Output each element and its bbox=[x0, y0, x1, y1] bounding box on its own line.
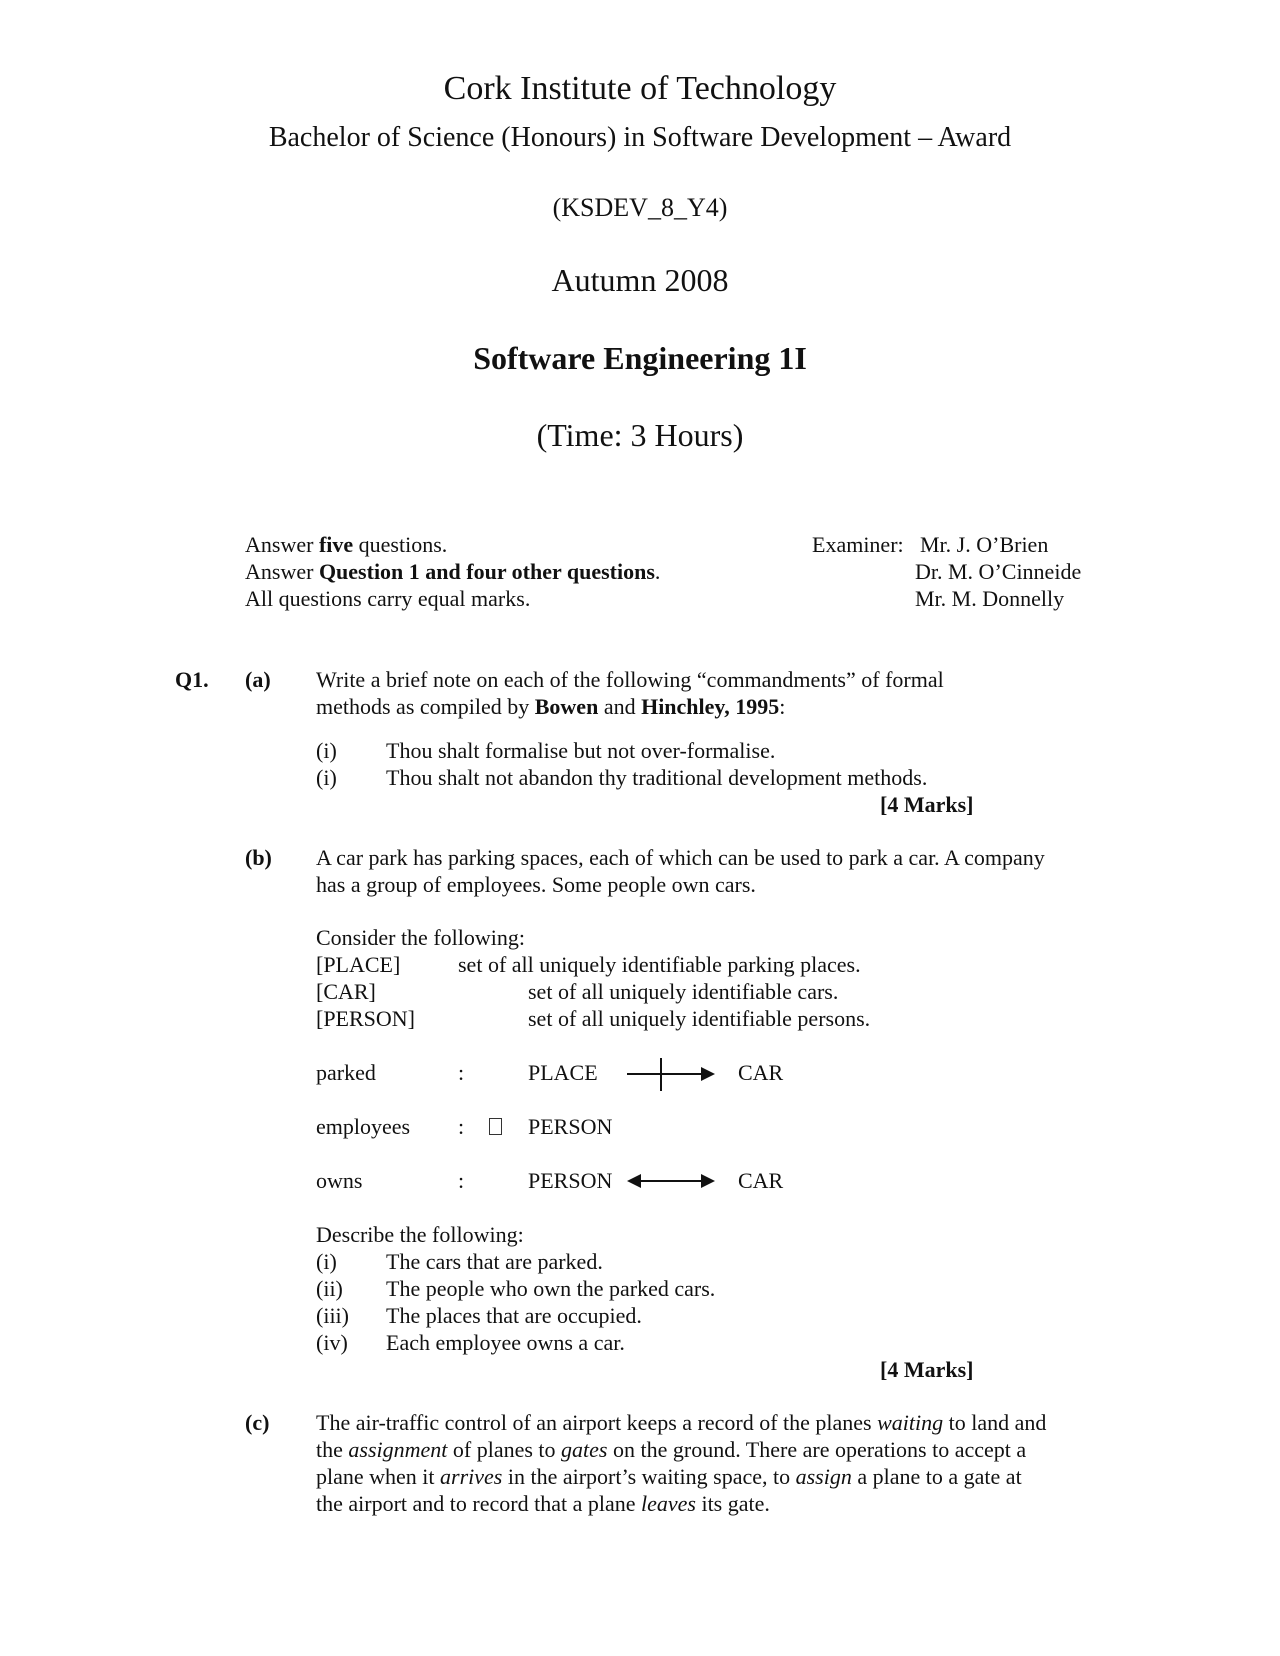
examiner-name: Mr. M. Donnelly bbox=[915, 586, 1065, 611]
institute-title: Cork Institute of Technology bbox=[443, 70, 837, 107]
decl-name: employees bbox=[316, 1114, 411, 1139]
set-description: set of all uniquely identifiable parking places. bbox=[458, 952, 861, 977]
decl-name: parked bbox=[316, 1060, 376, 1085]
decl-range: CAR bbox=[738, 1168, 784, 1193]
examiner-label: Examiner: bbox=[812, 532, 904, 557]
list-item-number: (i) bbox=[316, 765, 337, 790]
decl-domain: PERSON bbox=[528, 1168, 613, 1193]
set-name: [PLACE] bbox=[316, 952, 401, 977]
part-c-line-2: the assignment of planes to gates on the ground. There are operations to accept a bbox=[316, 1437, 1027, 1462]
decl-colon: : bbox=[458, 1060, 465, 1085]
marks-label: [4 Marks] bbox=[880, 1357, 974, 1382]
part-a-line-1: Write a brief note on each of the following “commandments” of formal bbox=[316, 667, 944, 692]
instruction-line-2: Answer Question 1 and four other questions. bbox=[245, 559, 661, 584]
examiner-name: Mr. J. O’Brien bbox=[920, 532, 1049, 557]
list-item: The cars that are parked. bbox=[386, 1249, 603, 1274]
set-name: [PERSON] bbox=[316, 1006, 416, 1031]
instruction-line-3: All questions carry equal marks. bbox=[245, 586, 531, 611]
list-item: Each employee owns a car. bbox=[386, 1330, 625, 1355]
set-name: [CAR] bbox=[316, 979, 376, 1004]
list-item-number: (ii) bbox=[316, 1276, 343, 1301]
part-a-line-2: methods as compiled by Bowen and Hinchley, 1995: bbox=[316, 694, 786, 719]
part-c-line-3: plane when it arrives in the airport’s waiting space, to assign a plane to a gate at bbox=[316, 1464, 1022, 1489]
list-item: The places that are occupied. bbox=[386, 1303, 642, 1328]
decl-colon: : bbox=[458, 1114, 465, 1139]
list-item-number: (i) bbox=[316, 1249, 337, 1274]
part-c-line-4: the airport and to record that a plane leaves its gate. bbox=[316, 1491, 770, 1516]
decl-colon: : bbox=[458, 1168, 465, 1193]
instruction-line-1: Answer five questions. bbox=[245, 532, 448, 557]
partial-function-arrow-icon bbox=[625, 1056, 717, 1092]
course-code: (KSDEV_8_Y4) bbox=[552, 193, 728, 222]
part-c-label: (c) bbox=[245, 1410, 270, 1435]
part-a-label: (a) bbox=[245, 667, 271, 692]
powerset-icon bbox=[489, 1114, 502, 1140]
examiner-name: Dr. M. O’Cinneide bbox=[915, 559, 1082, 584]
decl-name: owns bbox=[316, 1168, 363, 1193]
exam-duration: (Time: 3 Hours) bbox=[536, 417, 744, 453]
set-description: set of all uniquely identifiable persons. bbox=[528, 1006, 871, 1031]
list-item: Thou shalt formalise but not over-formalise. bbox=[386, 738, 776, 763]
consider-heading: Consider the following: bbox=[316, 925, 525, 950]
decl-type: PERSON bbox=[528, 1114, 613, 1139]
part-b-line-2: has a group of employees. Some people own cars. bbox=[316, 872, 756, 897]
part-c-line-1: The air-traffic control of an airport keeps a record of the planes waiting to land and bbox=[316, 1410, 1047, 1435]
list-item: Thou shalt not abandon thy traditional development methods. bbox=[386, 765, 928, 790]
part-b-line-1: A car park has parking spaces, each of which can be used to park a car. A company bbox=[316, 845, 1045, 870]
set-description: set of all uniquely identifiable cars. bbox=[528, 979, 839, 1004]
part-b-label: (b) bbox=[245, 845, 272, 870]
module-title: Software Engineering 1I bbox=[473, 340, 807, 376]
programme-title: Bachelor of Science (Honours) in Software Development – Award bbox=[268, 122, 1012, 153]
marks-label: [4 Marks] bbox=[880, 792, 974, 817]
decl-domain: PLACE bbox=[528, 1060, 598, 1085]
list-item: The people who own the parked cars. bbox=[386, 1276, 716, 1301]
list-item-number: (iv) bbox=[316, 1330, 348, 1355]
decl-range: CAR bbox=[738, 1060, 784, 1085]
question-number: Q1. bbox=[175, 667, 209, 692]
session: Autumn 2008 bbox=[551, 262, 729, 298]
list-item-number: (iii) bbox=[316, 1303, 349, 1328]
relation-arrow-icon bbox=[625, 1170, 717, 1192]
list-item-number: (i) bbox=[316, 738, 337, 763]
describe-heading: Describe the following: bbox=[316, 1222, 524, 1247]
